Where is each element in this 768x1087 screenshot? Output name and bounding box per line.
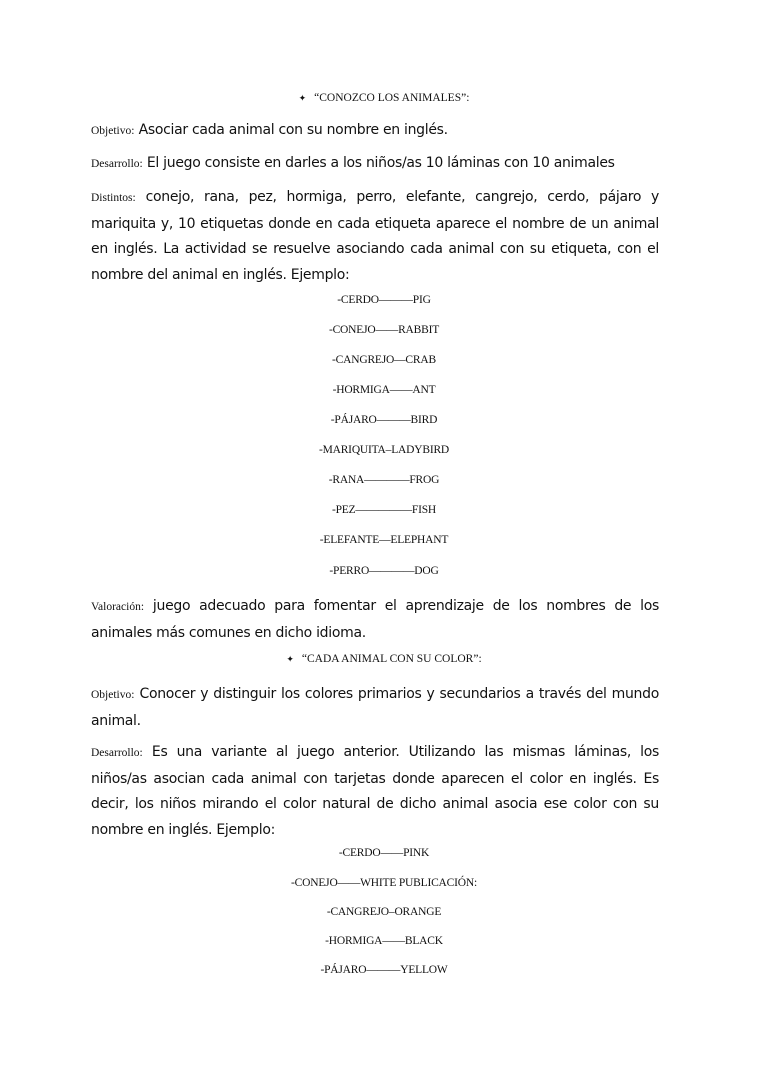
section1-valoracion: Valoración: juego adecuado para fomentar el aprendizaje de los nombres de los animales más comunes en dicho idioma.	[91, 598, 659, 641]
section2-desarrollo: Desarrollo: Es una variante al juego anterior. Utilizando las mismas láminas, los niños/as asocian cada animal con tarjetas donde aparecen el color en inglés. Es decir, los niños mirando el color natural de dicho animal asocia ese color con su nombre en inglés. Ejemplo:	[91, 744, 660, 838]
section2-title: ✦ “CADA ANIMAL CON SU COLOR”:	[286, 653, 482, 665]
pair-item: -ELEFANTE—ELEPHANT	[319, 534, 449, 546]
pair-item: -CERDO———PIG	[337, 294, 431, 306]
pair-item: -HORMIGA——BLACK	[325, 935, 443, 947]
pair-item: -PÁJARO———YELLOW	[320, 964, 448, 976]
section2-objetivo: Objetivo: Conocer y distinguir los colores primarios y secundarios a través del mundo animal.	[91, 686, 659, 729]
pair-item: -CONEJO——WHITE PUBLICACIÓN:	[291, 877, 477, 889]
pair-item: -MARIQUITA–LADYBIRD	[318, 444, 450, 456]
section1-distintos: Distintos: conejo, rana, pez, hormiga, perro, elefante, cangrejo, cerdo, pájaro y mariquita y, 10 etiquetas donde en cada etiqueta aparece el nombre de un animal en inglés. La actividad se resuelve asociando cada animal con su etiqueta, con el nombre del animal en inglés. Ejemplo:	[91, 189, 659, 283]
section1-objetivo: Objetivo: Asociar cada animal con su nombre en inglés.	[91, 122, 448, 138]
section1-title: ✦ “CONOZCO LOS ANIMALES”:	[298, 92, 470, 104]
pair-item: -CANGREJO—CRAB	[332, 354, 436, 366]
pair-item: -RANA————FROG	[328, 474, 440, 486]
pair-item: -CANGREJO–ORANGE	[326, 906, 442, 918]
bullet-icon: ✦	[298, 93, 307, 103]
pair-item: -CONEJO——RABBIT	[328, 324, 440, 336]
section1-desarrollo: Desarrollo: El juego consiste en darles a los niños/as 10 láminas con 10 animales	[91, 155, 615, 171]
pair-item: -PERRO————DOG	[329, 565, 439, 577]
pair-item: -CERDO——PINK	[338, 847, 430, 859]
bullet-icon: ✦	[286, 654, 294, 664]
pair-item: -HORMIGA——ANT	[332, 384, 436, 396]
pair-item: -PÁJARO———BIRD	[330, 414, 438, 426]
pair-item: -PEZ—————FISH	[331, 504, 437, 516]
